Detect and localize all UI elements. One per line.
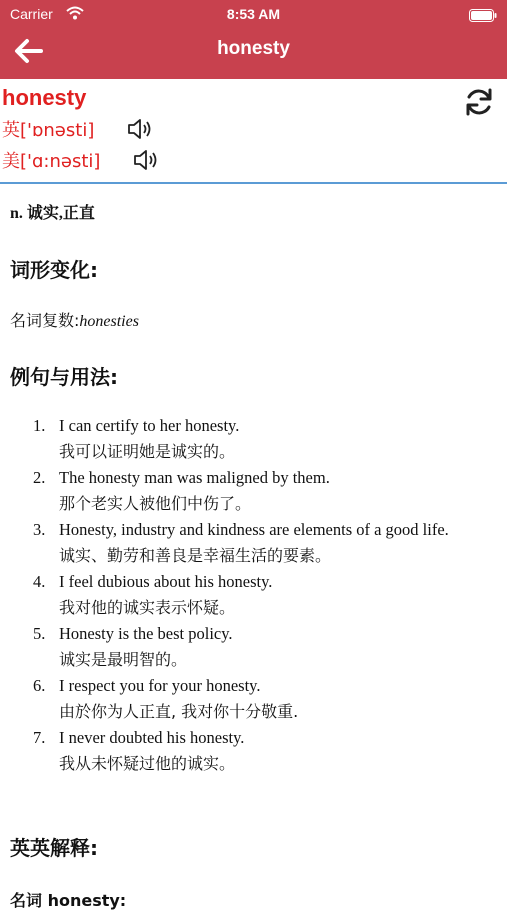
speaker-icon[interactable]: [126, 117, 154, 146]
refresh-button[interactable]: [463, 86, 495, 122]
example-number: 1.: [33, 416, 46, 435]
example-english: I feel dubious about his honesty.: [59, 572, 273, 591]
list-item: [0, 569, 507, 621]
example-chinese: 我从未怀疑过他的诚实。: [59, 754, 236, 773]
example-english: Honesty, industry and kindness are elements of a good life.: [59, 520, 449, 539]
plural-value: honesties: [79, 313, 139, 330]
refresh-icon: [463, 86, 495, 118]
example-chinese: 我对他的诚实表示怀疑。: [59, 598, 236, 617]
headword: honesty: [2, 85, 87, 110]
english-definition-partial: 名词 honesty:: [10, 891, 127, 910]
example-chinese: 那个老实人被他们中伤了。: [59, 494, 252, 513]
usage-heading: 例句与用法:: [10, 365, 118, 389]
example-english: Honesty is the best policy.: [59, 624, 233, 643]
us-phonetic: 美['ɑ:nəsti]: [2, 151, 101, 172]
us-pronunciation: [2, 147, 100, 175]
example-english: The honesty man was maligned by them.: [59, 468, 330, 487]
list-item: [0, 465, 507, 517]
example-chinese: 诚实、勤劳和善良是幸福生活的要素。: [59, 546, 332, 565]
example-chinese: 诚实是最明智的。: [59, 650, 188, 669]
list-item: [0, 517, 507, 569]
list-item: [0, 621, 507, 673]
examples-list: [0, 413, 507, 777]
example-number: 7.: [33, 728, 46, 747]
speaker-icon[interactable]: [132, 148, 160, 177]
example-english: I can certify to her honesty.: [59, 416, 240, 435]
example-english: I never doubted his honesty.: [59, 728, 245, 747]
example-number: 2.: [33, 468, 46, 487]
list-item: [0, 725, 507, 777]
list-item: [0, 413, 507, 465]
example-english: I respect you for your honesty.: [59, 676, 261, 695]
definition: n. 诚实,正直: [10, 205, 95, 222]
uk-pronunciation: [2, 116, 94, 144]
status-time: 8:53 AM: [226, 6, 281, 22]
status-bar: [0, 0, 507, 28]
example-chinese: 由於你为人正直, 我对你十分敬重.: [59, 702, 299, 721]
top-bar: [0, 0, 507, 79]
example-number: 6.: [33, 676, 46, 695]
page-title: honesty: [217, 38, 290, 59]
word-header: [0, 79, 507, 184]
plural-label: 名词复数:: [10, 311, 80, 330]
example-number: 3.: [33, 520, 46, 539]
example-number: 5.: [33, 624, 46, 643]
battery-icon: [469, 7, 497, 26]
forms-heading: 词形变化:: [10, 258, 98, 282]
carrier-label: Carrier: [10, 6, 53, 22]
example-chinese: 我可以证明她是诚实的。: [59, 442, 236, 461]
example-number: 4.: [33, 572, 46, 591]
plural-form: [10, 308, 139, 331]
list-item: [0, 673, 507, 725]
uk-phonetic: 英['ɒnəsti]: [2, 120, 95, 141]
english-heading: 英英解释:: [10, 836, 98, 860]
nav-bar: [0, 28, 507, 79]
